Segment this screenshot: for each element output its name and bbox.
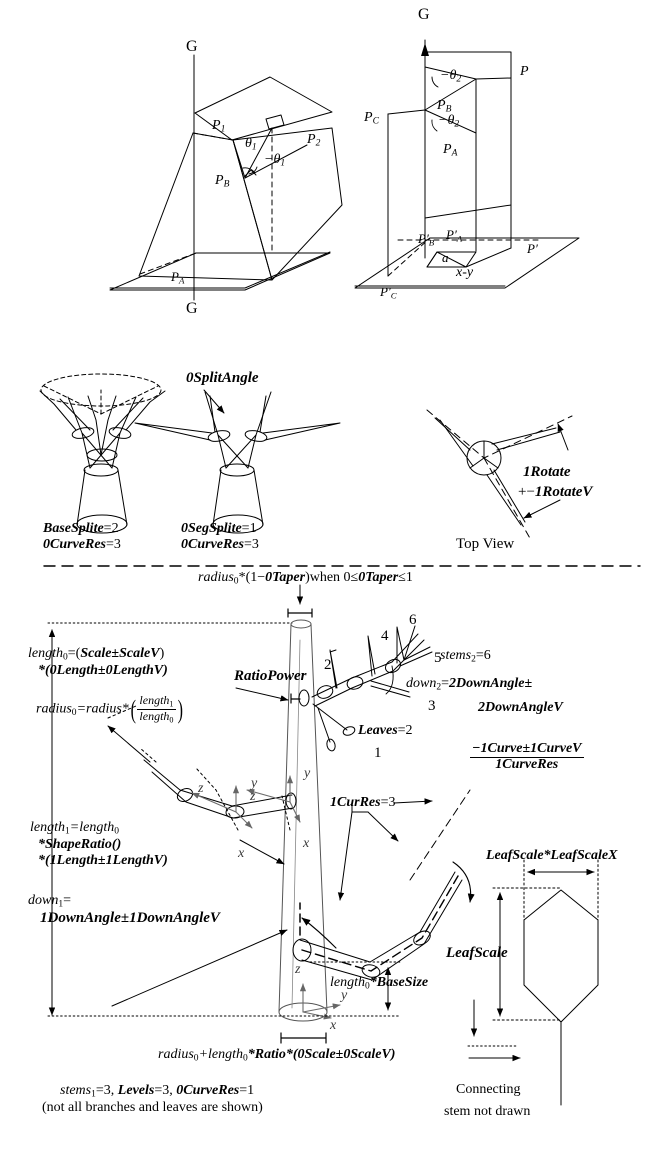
rotate-leader-top xyxy=(558,424,568,450)
label-theta1: $\theta_1$ xyxy=(245,136,257,153)
branch-number-4: 4 xyxy=(381,628,389,644)
caption-top-view: Top View xyxy=(456,536,515,552)
panel-theta2-geometry xyxy=(355,40,579,288)
label-pa-left: $P_A$ xyxy=(171,269,185,286)
axis-label-x-base: x xyxy=(330,1018,337,1033)
label-p-right: P xyxy=(520,64,529,79)
axis-label-y-left: y xyxy=(251,776,258,791)
branch-number-3: 3 xyxy=(428,698,436,714)
figure-seg-split xyxy=(135,392,340,533)
label-g-axis-top: G xyxy=(186,38,198,55)
label-leaf-scale-x: LeafScale*LeafScaleX xyxy=(486,848,618,863)
leaf-illustration xyxy=(468,860,598,1105)
split-angle-leader xyxy=(204,390,224,413)
branch-number-2: 2 xyxy=(324,657,332,673)
branch-number-6: 6 xyxy=(409,612,417,628)
rotate-leader-bottom xyxy=(524,500,560,518)
formula-down1: down1= 1DownAngle±1DownAngleV xyxy=(28,893,220,927)
axis-label-x-mid: x xyxy=(303,836,310,851)
label-leaves: Leaves=2 xyxy=(358,723,413,738)
formula-length1: length1=length0 *ShapeRatio() *(1Length±1LengthV) xyxy=(30,820,168,868)
caption-seg-split: 0SegSplite=1 0CurveRes=3 xyxy=(181,521,259,552)
label-p1: $P_1$ xyxy=(212,118,226,135)
label-neg-theta1: $-\theta_1$ xyxy=(264,152,286,169)
axis-label-z-mid: z xyxy=(250,789,256,804)
axis-label-y-base: y xyxy=(341,988,348,1003)
axis-label-z-base: z xyxy=(295,962,301,977)
formula-down2: down2=2DownAngle± xyxy=(406,676,533,693)
label-rotate: 1Rotate xyxy=(523,464,571,480)
axis-label-y-mid: y xyxy=(304,766,311,781)
branch-number-1: 1 xyxy=(374,745,382,761)
label-p-prime: P′ xyxy=(527,241,538,256)
label-g-axis-right: G xyxy=(418,6,430,23)
formula-length0: length0=(Scale±ScaleV) *(0Length±0LengthV) xyxy=(28,646,168,679)
caption-main-tree: stems1=3, Levels=3, 0CurveRes=1 (not all branches and leaves are shown) xyxy=(42,1083,263,1116)
label-ratio-power: RatioPower xyxy=(234,668,307,684)
label-alpha-angle: a xyxy=(442,250,449,265)
label-pb-left: $P_B$ xyxy=(215,173,230,190)
label-pa-prime: $P'_A$ xyxy=(446,227,463,244)
caption-base-split: BaseSplite=2 0CurveRes=3 xyxy=(43,521,121,552)
label-pa-right: $P_A$ xyxy=(443,142,458,159)
label-stems2: stems2=6 xyxy=(440,648,491,665)
axis-label-z-left: z xyxy=(198,781,204,796)
label-pb-prime: $P'_B$ xyxy=(418,231,435,248)
formula-base-radius: radius0+length0*Ratio*(0Scale±0ScaleV) xyxy=(158,1047,396,1064)
label-g-axis-bottom: G xyxy=(186,300,198,317)
formula-down2-line2: 2DownAngleV xyxy=(478,700,563,715)
label-neg-theta2-upper: $-\theta_2$ xyxy=(440,68,462,85)
label-pc: $P_C$ xyxy=(364,110,379,127)
note-connecting-stem-line1: Connecting xyxy=(456,1082,521,1097)
label-split-angle: 0SplitAngle xyxy=(186,370,259,386)
label-base-size: length0*BaseSize xyxy=(330,975,429,992)
label-neg-theta2-lower: $-\theta_2$ xyxy=(438,113,460,130)
figure-base-split xyxy=(40,374,165,533)
label-p2: $P_2$ xyxy=(307,132,321,149)
note-connecting-stem-line2: stem not drawn xyxy=(444,1104,531,1119)
label-pb-right: $P_B$ xyxy=(437,98,452,115)
formula-taper: radius0*(1−0Taper)when 0≤0Taper≤1 xyxy=(198,570,413,587)
branch-number-5: 5 xyxy=(434,650,442,666)
label-xy-plane: x-y xyxy=(456,265,474,280)
label-pc-prime: $P'_C$ xyxy=(380,284,397,301)
axis-label-x-left: x xyxy=(238,846,245,861)
formula-radius0: radius0=radius*( $\frac{\text{length1}}{\text{length0}}$ ) xyxy=(36,693,183,725)
label-cur-res: 1CurRes=3 xyxy=(330,795,396,810)
label-leaf-scale: LeafScale xyxy=(446,945,508,961)
formula-curve-fraction: $\frac{\text{−1Curve±1CurveV}}{\text{1CurveRes}}$ xyxy=(472,741,582,772)
label-rotate-v: +−1RotateV xyxy=(518,484,593,500)
